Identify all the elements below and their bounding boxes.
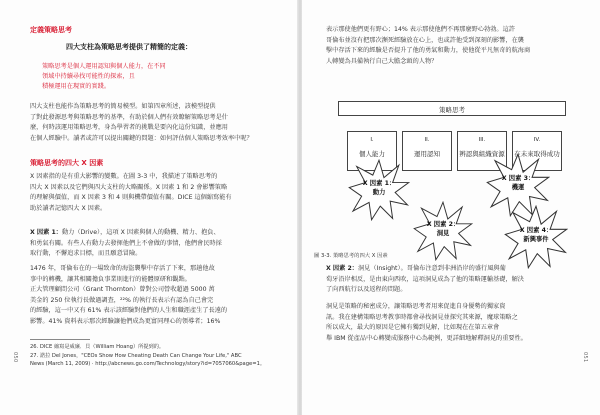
footnote-26: 26. DICE 縮寫是威廉．貝（William Hoang）所提到的。 bbox=[30, 344, 165, 350]
footnote-27-cont: News (March 11, 2009) · http://abcnews.go.com/Technology/story?id=7057060&page=1。 bbox=[30, 361, 266, 367]
text-fragment: 動力（Drive），這項 X 因素與個人的動機、精力、抱負、 bbox=[61, 229, 220, 236]
star-line: X 因素 1： bbox=[362, 180, 396, 187]
x-factor-2-lead: X 因素 2： bbox=[326, 265, 358, 272]
page-number-left: 050 bbox=[12, 352, 18, 363]
star-line: 動力 bbox=[372, 189, 386, 196]
text-line: 事中的轉機，讓其相關擔負事業則進行的能體原研和觀點。 bbox=[30, 275, 191, 283]
text-line: 的理解與價值，而 X 因素 3 和 4 則與機帶價值有關。DICE 這個縮寫能有 bbox=[30, 194, 232, 202]
pillar-label: 在未來取得成功 bbox=[514, 150, 560, 158]
star-label bbox=[348, 179, 410, 197]
page-number-right: 051 bbox=[582, 352, 588, 363]
quote-line: 積極運用在現實的實踐。 bbox=[42, 83, 111, 90]
text-fragment: 洞見（Insight）。哥倫布注意到非洲沿岸的盛行風與葡 bbox=[357, 265, 506, 272]
pillar-label: 運用認知 bbox=[414, 150, 440, 158]
text-line: 影響。41% 資料表示那次經驗讓他們成為更富同理心的領導者；16% bbox=[30, 317, 221, 325]
footnotes bbox=[30, 343, 274, 369]
text-line: 的經驗，這一中又有 61% 表示該經驗對他們的人生和職涯產生了長遠的 bbox=[30, 307, 228, 315]
star-label bbox=[486, 174, 550, 192]
star-line: 洞見 bbox=[436, 230, 450, 237]
diagram-title-box bbox=[338, 101, 566, 116]
text-line: 在個人經驗中。讀者或許可以提出關鍵的問題：如何評估個人策略思考效率中呢？ bbox=[30, 134, 253, 142]
right-page bbox=[302, 0, 600, 415]
text-line: 正大管理顧問公司（Grant Thornton）曾對公司營收超過 5000 萬 bbox=[30, 286, 215, 294]
definition-quote bbox=[42, 62, 274, 92]
text-line: 和勇氣有關。有些人有動力去發揮他們上不會做的事情，他們會民時採 bbox=[30, 239, 222, 247]
footnote-divider bbox=[30, 339, 90, 340]
text-line: 表示那使他們更有野心；14% 表示那使他們不再那麼野心勃勃。這許 bbox=[326, 26, 515, 33]
heading-four-pillars: 四大支柱為策略思考提供了精簡的定義： bbox=[66, 43, 192, 51]
pillar-label: 辨認與組織資源 bbox=[459, 150, 505, 158]
text-line: 取行動，不懈追求目標，而且願意冒險。 bbox=[30, 250, 142, 258]
text-line: 美金的 250 位執行長做過調查，²²% 的執行長表示有認為自己會完 bbox=[30, 296, 214, 304]
star-line: X 因素 3： bbox=[501, 175, 535, 182]
text-line bbox=[326, 264, 576, 275]
text-line: 訊。我在建構策略思考教事時都會尋找洞見並探究其來源，魔球策略之 bbox=[326, 313, 518, 321]
pillar-numeral: III. bbox=[478, 137, 486, 143]
quote-line: 策略思考是個人運用認知與個人能力，在不同 bbox=[42, 63, 166, 70]
paragraph-x-factor-2 bbox=[326, 264, 576, 296]
paragraph-pillars-model bbox=[30, 102, 274, 144]
text-line bbox=[30, 204, 274, 215]
text-line: 四大支柱也能作為策略思考的簡易模型。如第四章所述，該模型提供 bbox=[30, 103, 216, 110]
text-line: 舉 IBM 從產品中心轉變成服務中心為範例，更詳細地解釋洞見的重要性。 bbox=[326, 334, 527, 342]
text-line: 擊中存活下來的經驗是否提升了他的勇氣和動力，使他從平凡無奇的航海商 bbox=[326, 47, 531, 55]
x-factor-2-star bbox=[413, 201, 473, 261]
text-line: 所以成大，最大的原因是它擁有獨到見解，比如現在在第五章會 bbox=[326, 324, 500, 332]
footnote-27: 27. 諾拉 Del Jones，"CEOs Show How Cheating Death Can Change Your Life," ABC bbox=[30, 352, 242, 359]
paragraph-insight bbox=[326, 302, 576, 344]
text-line: 1476 年，哥倫布在的一場致命的海盜襲擊中存活了下來，那趟他故 bbox=[30, 265, 215, 272]
heading-four-x-factors: 策略思考的四大 X 因素 bbox=[30, 159, 104, 167]
diagram-title: 策略思考 bbox=[439, 106, 465, 114]
pillar-numeral: II. bbox=[424, 137, 430, 143]
x-factor-1-star bbox=[348, 159, 410, 221]
text-line: 萄牙沿岸相反，是由東向西吹，這項洞見成為了他的策略運輸基礎，解決 bbox=[326, 275, 524, 283]
x-factors-diagram bbox=[314, 101, 566, 259]
text-line: 四大 X 因素以及它們與四大支柱的大略關係。X 因素 1 和 2 會影響策略 bbox=[30, 183, 228, 191]
paragraph-columbus-reflection bbox=[326, 25, 576, 67]
star-line: X 因素 4： bbox=[519, 227, 553, 234]
text-line: 人轉變為具備執行自己大膽念頭的人物？ bbox=[326, 57, 438, 65]
quote-line: 領域中持續尋找可能性的探索，且 bbox=[42, 73, 135, 80]
text-line: 了對此發源思考與策略思考的基準，有助於個人們有效瞭解策略思考是什 bbox=[30, 113, 228, 121]
x-factor-1-lead: X 因素 1： bbox=[30, 229, 62, 236]
text-line: 麼，何時該運用策略思考，身為學習者的挑戰是要內化這份知識，並應用 bbox=[30, 124, 228, 132]
text-line: X 因素指的是有重大影響的變數。在圖 3-3 中，我描述了策略思考的 bbox=[30, 173, 218, 180]
figure-caption: 圖 3-3. 策略思考的四大 X 因素 bbox=[314, 253, 388, 259]
text-fragment: 助於讀者記憶四大 X 因素。 bbox=[30, 204, 107, 212]
star-label bbox=[413, 220, 473, 238]
pillar-numeral: IV. bbox=[533, 137, 541, 143]
pillar-numeral: I. bbox=[370, 137, 374, 143]
x-factor-4-star bbox=[504, 205, 568, 269]
text-line: 洞見是策略的秘密成分，讓策略思考者用來促進自身優勢的獨家資 bbox=[326, 303, 506, 310]
heading-define-strategic-thinking: 定義策略思考 bbox=[30, 26, 72, 34]
star-line: X 因素 2： bbox=[426, 221, 460, 228]
star-label bbox=[504, 226, 568, 244]
star-line: 機運 bbox=[511, 184, 525, 191]
paragraph-columbus-survey bbox=[30, 264, 274, 328]
star-line: 新興事件 bbox=[523, 236, 549, 243]
pillar-label: 個人能力 bbox=[359, 150, 385, 158]
left-page bbox=[0, 0, 298, 415]
text-line bbox=[30, 228, 274, 239]
text-line: 了向西航行以及返程的問題。 bbox=[326, 286, 407, 294]
paragraph-x-factors-intro bbox=[30, 172, 274, 214]
text-line: 哥倫布並沒有把那次瀕死經驗放在心上，也或許他受到深刻的影響，在襲 bbox=[326, 36, 524, 44]
paragraph-x-factor-1 bbox=[30, 228, 274, 260]
